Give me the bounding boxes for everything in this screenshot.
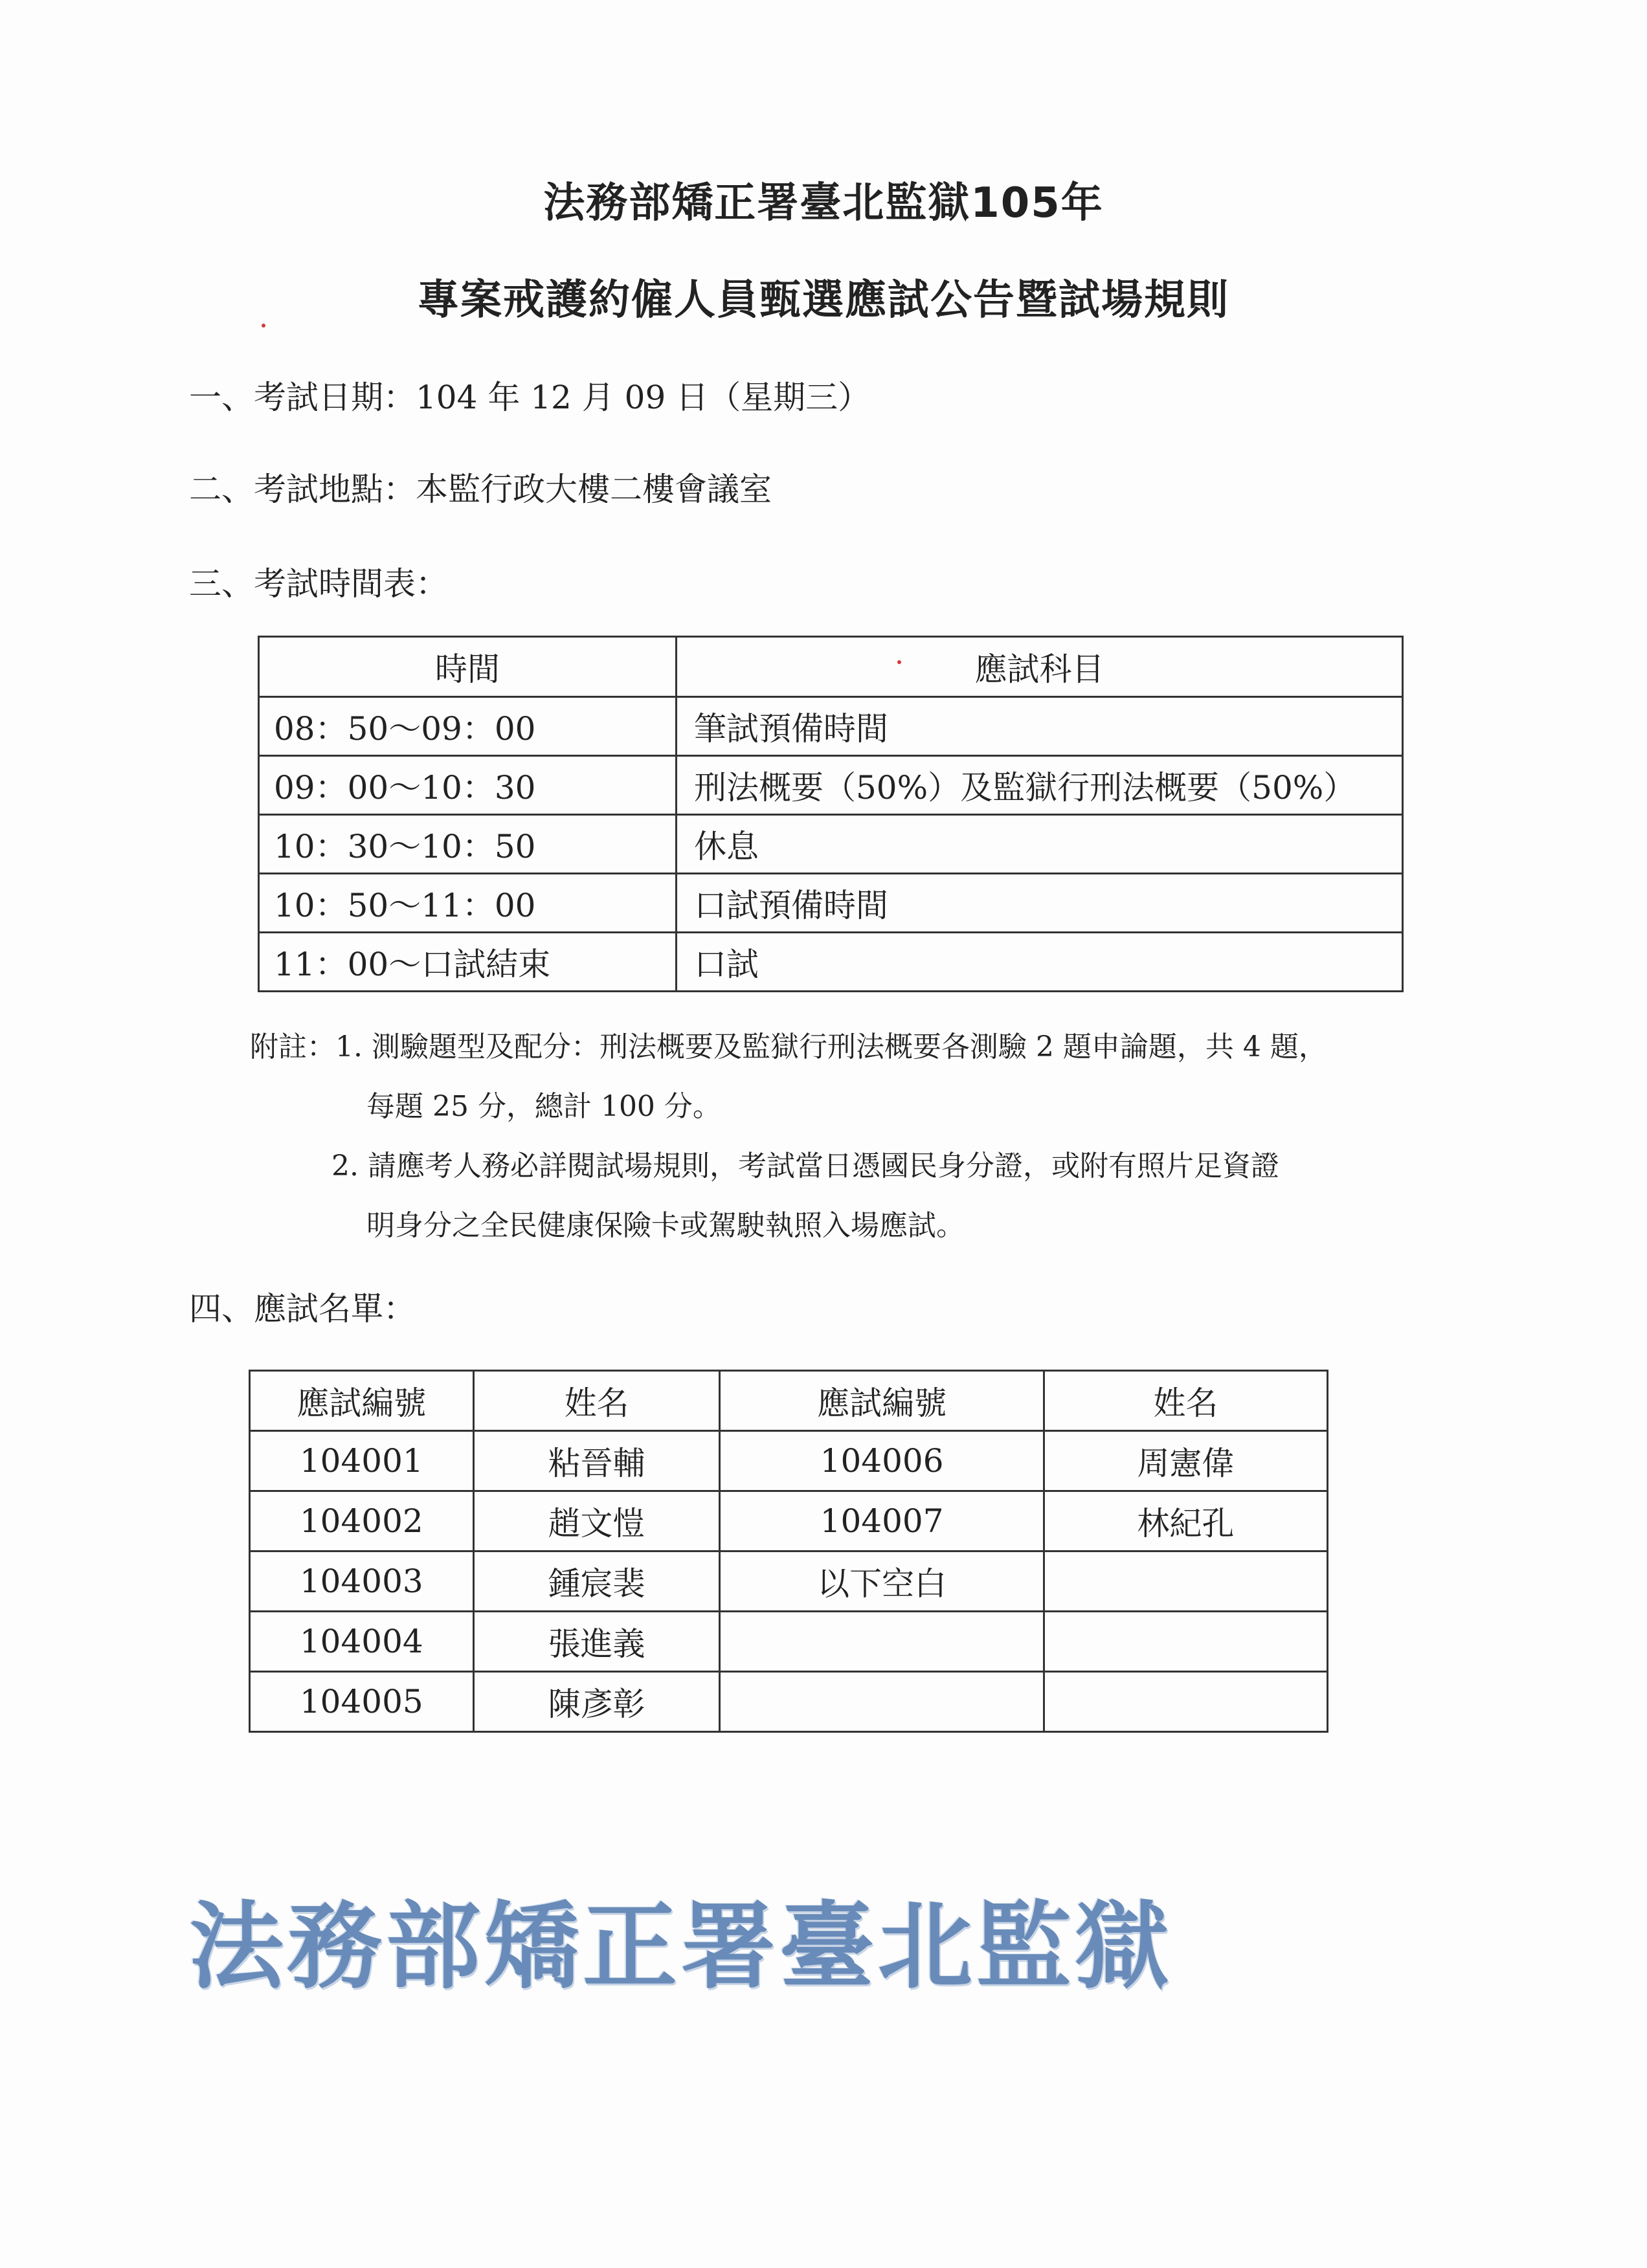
schedule-table bbox=[258, 636, 1404, 992]
roster-header-name: 姓名 bbox=[473, 1371, 720, 1431]
roster-id: 104005 bbox=[250, 1672, 474, 1732]
roster-name: 張進義 bbox=[473, 1612, 720, 1672]
roster-header-name: 姓名 bbox=[1044, 1371, 1327, 1431]
schedule-subject: 口試預備時間 bbox=[677, 874, 1403, 933]
ink-speck bbox=[897, 660, 901, 664]
schedule-row bbox=[259, 697, 1403, 756]
schedule-subject: 口試 bbox=[677, 933, 1403, 992]
schedule-header-subject: 應試科目 bbox=[677, 637, 1403, 697]
official-seal-stamp: 法務部矯正署臺北監獄 bbox=[189, 1891, 1173, 2002]
roster-id: 104006 bbox=[720, 1431, 1044, 1491]
roster-name: 周憲偉 bbox=[1044, 1431, 1327, 1491]
document-title-line2: 專案戒護約僱人員甄選應試公告暨試場規則 bbox=[418, 276, 1229, 324]
document-title-line1: 法務部矯正署臺北監獄105年 bbox=[543, 179, 1104, 227]
schedule-heading: 三、考試時間表： bbox=[189, 565, 448, 603]
roster-id bbox=[720, 1612, 1044, 1672]
note2-line2: 明身分之全民健康保險卡或駕駛執照入場應試。 bbox=[366, 1209, 965, 1242]
roster-name: 鍾宸裴 bbox=[473, 1551, 720, 1612]
schedule-time: 10：30～10：50 bbox=[259, 815, 677, 874]
roster-name bbox=[1044, 1672, 1327, 1732]
roster-row bbox=[250, 1551, 1328, 1612]
roster-name bbox=[1044, 1612, 1327, 1672]
roster-name: 林紀孔 bbox=[1044, 1491, 1327, 1551]
note1-line2: 每題 25 分，總計 100 分。 bbox=[366, 1090, 721, 1123]
exam-date: 一、考試日期：104 年 12 月 09 日（星期三） bbox=[189, 379, 871, 416]
roster-id: 104003 bbox=[250, 1551, 474, 1612]
schedule-header-row bbox=[259, 637, 1403, 697]
schedule-time: 11：00～口試結束 bbox=[259, 933, 677, 992]
schedule-time: 09：00～10：30 bbox=[259, 756, 677, 815]
roster-id: 104001 bbox=[250, 1431, 474, 1491]
roster-id bbox=[720, 1672, 1044, 1732]
roster-header-row bbox=[250, 1371, 1328, 1431]
schedule-row bbox=[259, 756, 1403, 815]
ink-speck bbox=[262, 324, 265, 328]
note2-line1: 2. 請應考人務必詳閱試場規則，考試當日憑國民身分證，或附有照片足資證 bbox=[331, 1150, 1279, 1183]
roster-table bbox=[249, 1370, 1328, 1733]
schedule-subject: 筆試預備時間 bbox=[677, 697, 1403, 756]
roster-row bbox=[250, 1612, 1328, 1672]
schedule-row bbox=[259, 815, 1403, 874]
schedule-row bbox=[259, 933, 1403, 992]
notes-block bbox=[250, 1017, 1327, 1256]
roster-id: 104007 bbox=[720, 1491, 1044, 1551]
roster-row bbox=[250, 1431, 1328, 1491]
roster-id: 104002 bbox=[250, 1491, 474, 1551]
schedule-row bbox=[259, 874, 1403, 933]
note1-line1: 附註：1. 測驗題型及配分：刑法概要及監獄行刑法概要各測驗 2 題申論題，共 4 題， bbox=[250, 1030, 1327, 1063]
roster-name: 趙文愷 bbox=[473, 1491, 720, 1551]
exam-place: 二、考試地點：本監行政大樓二樓會議室 bbox=[189, 471, 772, 508]
roster-header-id: 應試編號 bbox=[720, 1371, 1044, 1431]
schedule-time: 08：50～09：00 bbox=[259, 697, 677, 756]
roster-row bbox=[250, 1672, 1328, 1732]
roster-row bbox=[250, 1491, 1328, 1551]
schedule-time: 10：50～11：00 bbox=[259, 874, 677, 933]
roster-header-id: 應試編號 bbox=[250, 1371, 474, 1431]
roster-blank-note: 以下空白 bbox=[720, 1551, 1044, 1612]
schedule-subject: 休息 bbox=[677, 815, 1403, 874]
schedule-subject: 刑法概要（50%）及監獄行刑法概要（50%） bbox=[677, 756, 1403, 815]
schedule-header-time: 時間 bbox=[259, 637, 677, 697]
roster-id: 104004 bbox=[250, 1612, 474, 1672]
roster-name: 粘晉輔 bbox=[473, 1431, 720, 1491]
roster-name bbox=[1044, 1551, 1327, 1612]
roster-name: 陳彥彰 bbox=[473, 1672, 720, 1732]
roster-heading: 四、應試名單： bbox=[189, 1290, 416, 1328]
